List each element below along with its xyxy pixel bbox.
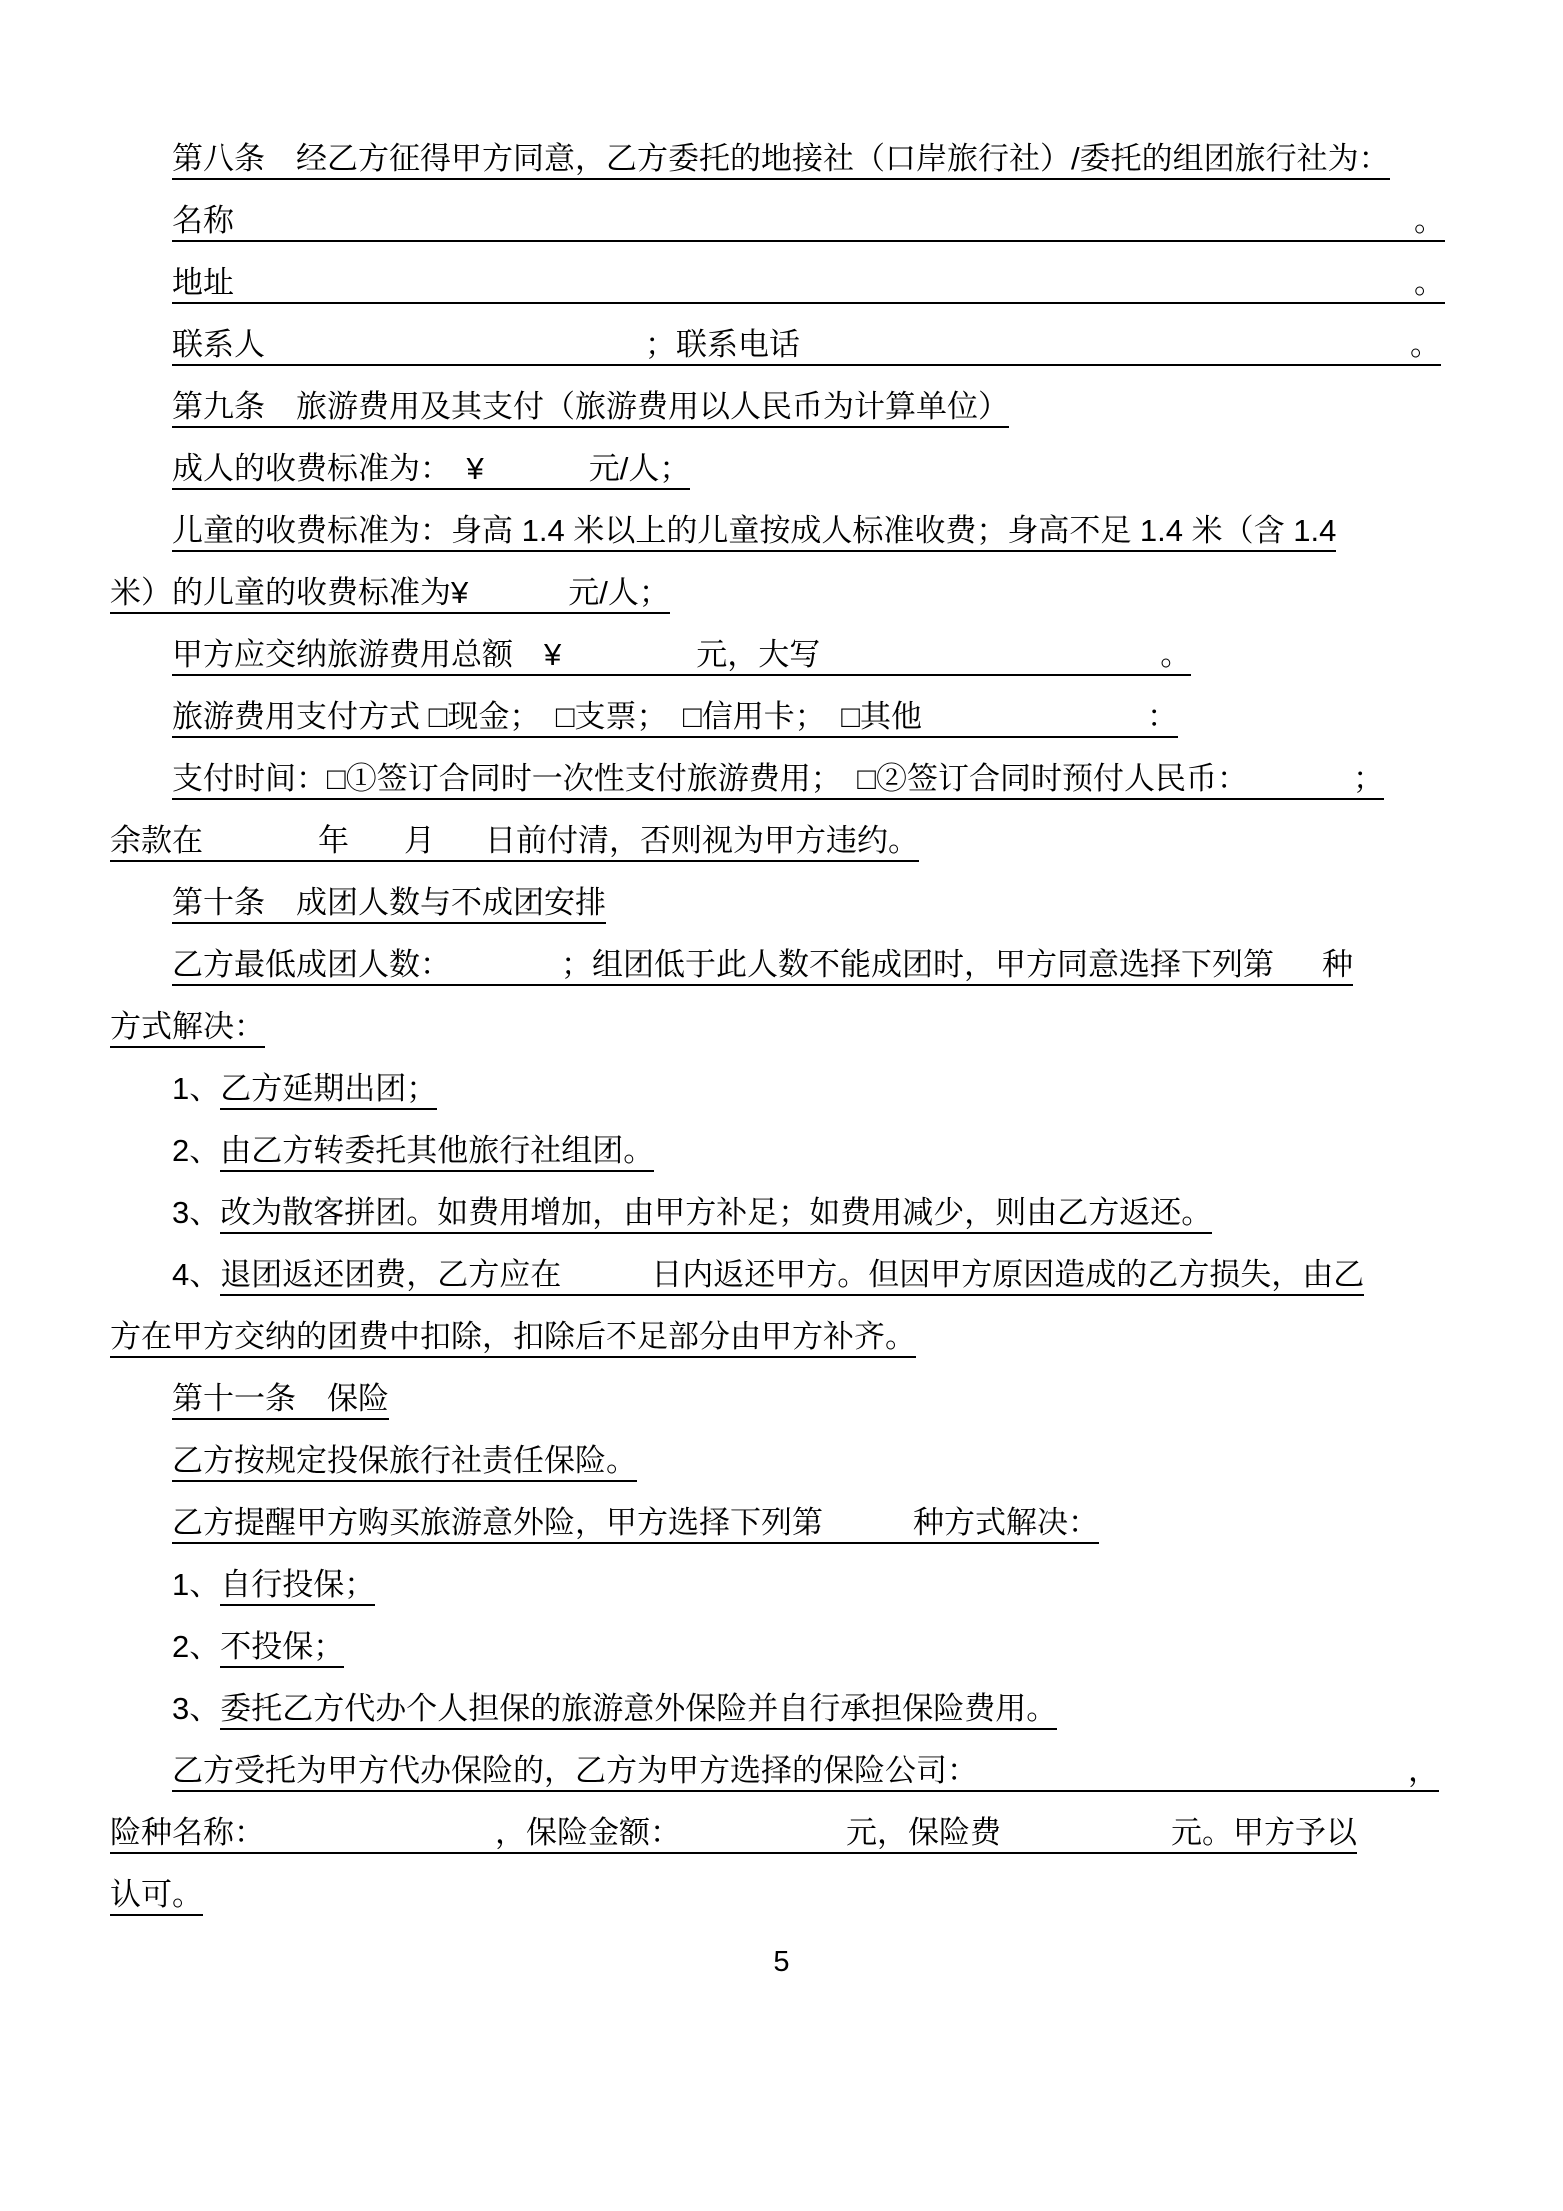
text-segment: ； [1353, 760, 1384, 800]
document-line [110, 1244, 1450, 1306]
blank-field [468, 574, 568, 614]
text-segment: 乙方提醒甲方购买旅游意外险，甲方选择下列第 [172, 1504, 823, 1544]
document-line [110, 1802, 1450, 1864]
document-line [110, 1678, 1450, 1740]
text-segment: 自行投保； [220, 1566, 375, 1606]
text-segment: 乙方最低成团人数： [172, 946, 451, 986]
text-segment: 旅游费用支付方式 □现金； □支票； □信用卡； □其他 [172, 698, 922, 738]
document-line [110, 252, 1450, 314]
text-segment: 成人的收费标准为： ¥ [172, 450, 484, 490]
text-segment: 第九条 旅游费用及其支付（旅游费用以人民币为计算单位） [172, 388, 1009, 428]
text-segment: 日内返还甲方。但因甲方原因造成的乙方损失，由乙 [651, 1256, 1364, 1296]
document-line [110, 1058, 1450, 1120]
blank-field [978, 1752, 1408, 1792]
text-segment: ；组团低于此人数不能成团时，甲方同意选择下列第 [561, 946, 1274, 986]
text-segment: 儿童的收费标准为：身高 1.4 米以上的儿童按成人标准收费；身高不足 1.4 米（含 1.4 [172, 512, 1336, 552]
text-segment: 委托乙方代办个人担保的旅游意外保险并自行承担保险费用。 [220, 1690, 1057, 1730]
text-segment: 3、 [172, 1691, 221, 1726]
text-segment: 。 [1414, 264, 1445, 304]
document-line [110, 686, 1450, 748]
blank-field [451, 946, 561, 986]
blank-field [435, 822, 485, 862]
blank-field [265, 1814, 495, 1854]
text-segment: 方在甲方交纳的团费中扣除，扣除后不足部分由甲方补齐。 [110, 1318, 916, 1358]
text-segment: 余款在 [110, 822, 203, 862]
text-segment: 认可。 [110, 1876, 203, 1916]
document-line [110, 1430, 1450, 1492]
blank-field [234, 264, 1414, 304]
blank-field [823, 1504, 913, 1544]
text-segment: 4、 [172, 1257, 221, 1292]
text-segment: 乙方受托为甲方代办保险的，乙方为甲方选择的保险公司： [172, 1752, 978, 1792]
text-segment: ；联系电话 [645, 326, 800, 366]
document-line [110, 1864, 1450, 1926]
text-segment: 种方式解决： [913, 1504, 1099, 1544]
text-segment: 甲方应交纳旅游费用总额 ¥ [172, 636, 561, 676]
text-segment: 名称 [172, 202, 234, 242]
text-segment: 米）的儿童的收费标准为¥ [110, 574, 468, 614]
text-segment: 乙方延期出团； [220, 1070, 437, 1110]
text-segment: 支付时间：□①签订合同时一次性支付旅游费用； □②签订合同时预付人民币： [172, 760, 1248, 800]
page-number: 5 [773, 1946, 790, 1978]
text-segment: 联系人 [172, 326, 265, 366]
text-segment: 乙方按规定投保旅行社责任保险。 [172, 1442, 637, 1482]
document-line [110, 314, 1450, 376]
text-segment: 元，保险费 [846, 1814, 1001, 1854]
text-segment: ： [1147, 698, 1178, 738]
document-line [110, 1554, 1450, 1616]
document-line [110, 500, 1450, 562]
text-segment: 元/人； [589, 450, 691, 490]
text-segment: 1、 [172, 1567, 221, 1602]
text-segment: ，保险金额： [495, 1814, 681, 1854]
text-segment: 元/人； [568, 574, 670, 614]
document-line [110, 1368, 1450, 1430]
text-segment: 2、 [172, 1629, 221, 1664]
document-line [110, 996, 1450, 1058]
document-line [110, 562, 1450, 624]
blank-field [1274, 946, 1322, 986]
document-line [110, 1306, 1450, 1368]
blank-field [349, 822, 404, 862]
text-segment: 元，大写 [696, 636, 820, 676]
text-segment: 第八条 经乙方征得甲方同意，乙方委托的地接社（口岸旅行社）/委托的组团旅行社为： [172, 140, 1390, 180]
document-line [110, 748, 1450, 810]
blank-field [561, 1256, 651, 1296]
text-segment: 元。甲方予以 [1171, 1814, 1357, 1854]
blank-field [265, 326, 645, 366]
text-segment: 改为散客拼团。如费用增加，由甲方补足；如费用减少，则由乙方返还。 [220, 1194, 1212, 1234]
blank-field [1001, 1814, 1171, 1854]
blank-field [681, 1814, 846, 1854]
text-segment: 种 [1322, 946, 1353, 986]
document-line [110, 934, 1450, 996]
document-line [110, 624, 1450, 686]
document-line [110, 1120, 1450, 1182]
text-segment: 月 [404, 822, 435, 862]
document-line [110, 1182, 1450, 1244]
text-segment: 日前付清，否则视为甲方违约。 [485, 822, 919, 862]
blank-field [820, 636, 1160, 676]
text-segment: 2、 [172, 1133, 221, 1168]
text-segment: 3、 [172, 1195, 221, 1230]
text-segment: 。 [1160, 636, 1191, 676]
document-line [110, 128, 1450, 190]
text-segment: 。 [1414, 202, 1445, 242]
document-line [110, 810, 1450, 872]
text-segment: 第十一条 保险 [172, 1380, 389, 1420]
blank-field [922, 698, 1147, 738]
blank-field [800, 326, 1410, 366]
blank-field [234, 202, 1414, 242]
blank-field [484, 450, 589, 490]
blank-field [561, 636, 696, 676]
document-line [110, 190, 1450, 252]
document-line [110, 438, 1450, 500]
text-segment: 退团返还团费，乙方应在 [220, 1256, 561, 1296]
text-segment: 。 [1410, 326, 1441, 366]
text-segment: 方式解决： [110, 1008, 265, 1048]
document-body [110, 128, 1450, 1926]
text-segment: 地址 [172, 264, 234, 304]
document-line [110, 1492, 1450, 1554]
text-segment: ， [1408, 1752, 1439, 1792]
document-line [110, 376, 1450, 438]
blank-field [1248, 760, 1353, 800]
document-line [110, 1740, 1450, 1802]
text-segment: 1、 [172, 1071, 221, 1106]
text-segment: 由乙方转委托其他旅行社组团。 [220, 1132, 654, 1172]
text-segment: 第十条 成团人数与不成团安排 [172, 884, 606, 924]
text-segment: 不投保； [220, 1628, 344, 1668]
document-line [110, 1616, 1450, 1678]
text-segment: 险种名称： [110, 1814, 265, 1854]
blank-field [203, 822, 318, 862]
text-segment: 年 [318, 822, 349, 862]
document-line [110, 872, 1450, 934]
